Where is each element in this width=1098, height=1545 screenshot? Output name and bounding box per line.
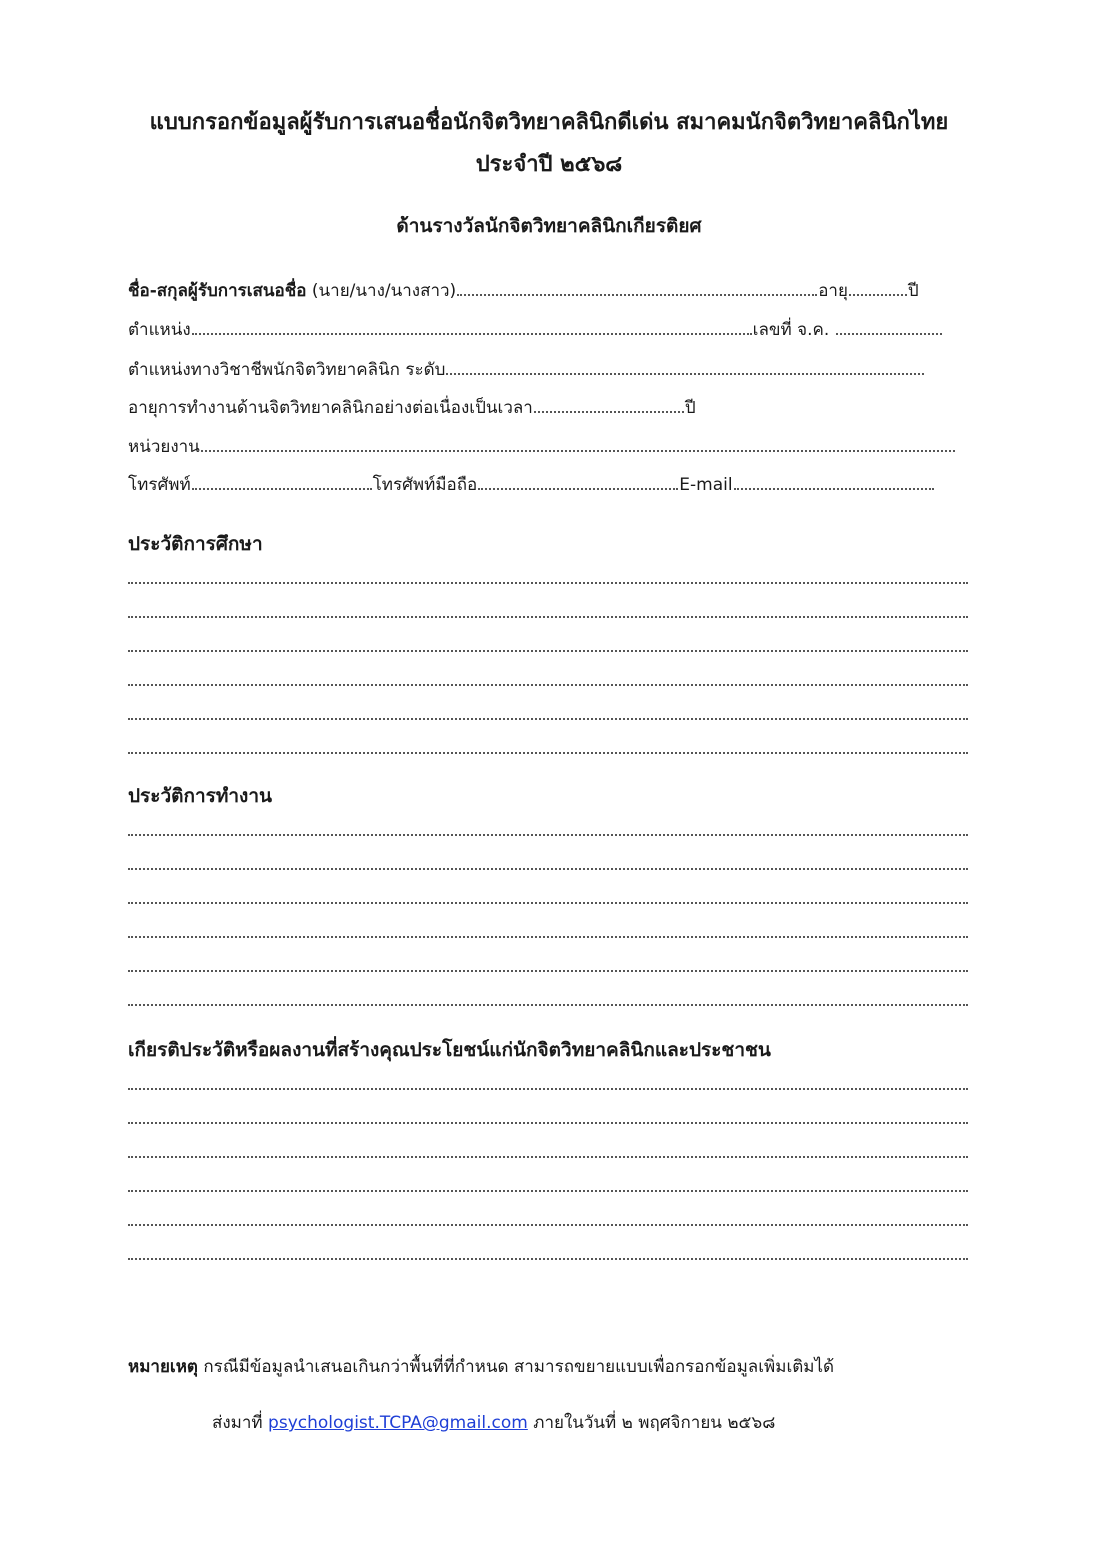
form-title: แบบกรอกข้อมูลผู้รับการเสนอชื่อนักจิตวิทยาคลินิกดีเด่น สมาคมนักจิตวิทยาคลินิกไทย (149, 110, 949, 135)
honors-line[interactable] (128, 1088, 968, 1090)
education-line[interactable] (128, 582, 968, 584)
experience-label: อายุการทำงานด้านจิตวิทยาคลินิกอย่างต่อเนื่องเป็นเวลา (128, 398, 533, 418)
work-history-line[interactable] (128, 868, 968, 870)
note (128, 1354, 834, 1380)
academic-position-field[interactable] (446, 355, 924, 375)
honors-line[interactable] (128, 1258, 968, 1260)
experience-row (128, 393, 968, 419)
work-history-line[interactable] (128, 936, 968, 938)
mobile-field[interactable] (478, 470, 678, 490)
position-row (128, 315, 968, 341)
name-prefix: (นาย/นาง/นางสาว) (311, 281, 457, 301)
phone-label: โทรศัพท์ (128, 475, 191, 495)
academic-position-row (128, 355, 968, 381)
education-line[interactable] (128, 650, 968, 652)
experience-unit: ปี (684, 398, 696, 418)
position-field[interactable] (192, 315, 752, 335)
name-label: ชื่อ-สกุลผู้รับการเสนอชื่อ (128, 281, 307, 301)
honors-line[interactable] (128, 1122, 968, 1124)
age-unit: ปี (907, 281, 919, 301)
agency-row (128, 432, 968, 458)
award-category: ด้านรางวัลนักจิตวิทยาคลินิกเกียรติยศ (396, 215, 702, 237)
submission-email-link[interactable]: psychologist.TCPA@gmail.com (268, 1413, 528, 1433)
education-line[interactable] (128, 752, 968, 754)
submission-deadline: ภายในวันที่ ๒ พฤศจิกายน ๒๕๖๘ (533, 1413, 776, 1433)
education-line[interactable] (128, 684, 968, 686)
agency-field[interactable] (201, 432, 955, 452)
submission-info (212, 1410, 775, 1436)
education-line[interactable] (128, 616, 968, 618)
academic-position-label: ตำแหน่งทางวิชาชีพนักจิตวิทยาคลินิก ระดับ (128, 360, 446, 380)
contact-row (128, 470, 968, 496)
position-label: ตำแหน่ง (128, 320, 191, 340)
education-line[interactable] (128, 718, 968, 720)
education-heading: ประวัติการศึกษา (128, 533, 263, 555)
name-field[interactable] (457, 276, 817, 296)
experience-field[interactable] (534, 393, 684, 413)
license-label: เลขที่ จ.ค. (752, 320, 830, 340)
email-label: E-mail (679, 475, 733, 495)
note-text: กรณีมีข้อมูลนำเสนอเกินกว่าพื้นที่ที่กำหนด สามารถขยายแบบเพื่อกรอกข้อมูลเพิ่มเติมได้ (203, 1357, 835, 1377)
mobile-label: โทรศัพท์มือถือ (372, 475, 478, 495)
honors-line[interactable] (128, 1224, 968, 1226)
license-field[interactable] (836, 315, 942, 335)
agency-label: หน่วยงาน (128, 437, 200, 457)
name-row (128, 276, 968, 302)
honors-line[interactable] (128, 1190, 968, 1192)
work-history-line[interactable] (128, 1004, 968, 1006)
submission-prefix: ส่งมาที่ (212, 1413, 263, 1433)
phone-field[interactable] (192, 470, 372, 490)
work-history-line[interactable] (128, 902, 968, 904)
honors-line[interactable] (128, 1156, 968, 1158)
work-history-heading: ประวัติการทำงาน (128, 785, 272, 807)
work-history-line[interactable] (128, 970, 968, 972)
honors-heading: เกียรติประวัติหรือผลงานที่สร้างคุณประโยชน์แก่นักจิตวิทยาคลินิกและประชาชน (128, 1039, 771, 1061)
age-field[interactable] (849, 276, 907, 296)
note-label: หมายเหตุ (128, 1357, 198, 1377)
email-field[interactable] (734, 470, 934, 490)
age-label: อายุ (818, 281, 848, 301)
work-history-line[interactable] (128, 834, 968, 836)
form-year: ประจำปี ๒๕๖๘ (475, 152, 623, 177)
